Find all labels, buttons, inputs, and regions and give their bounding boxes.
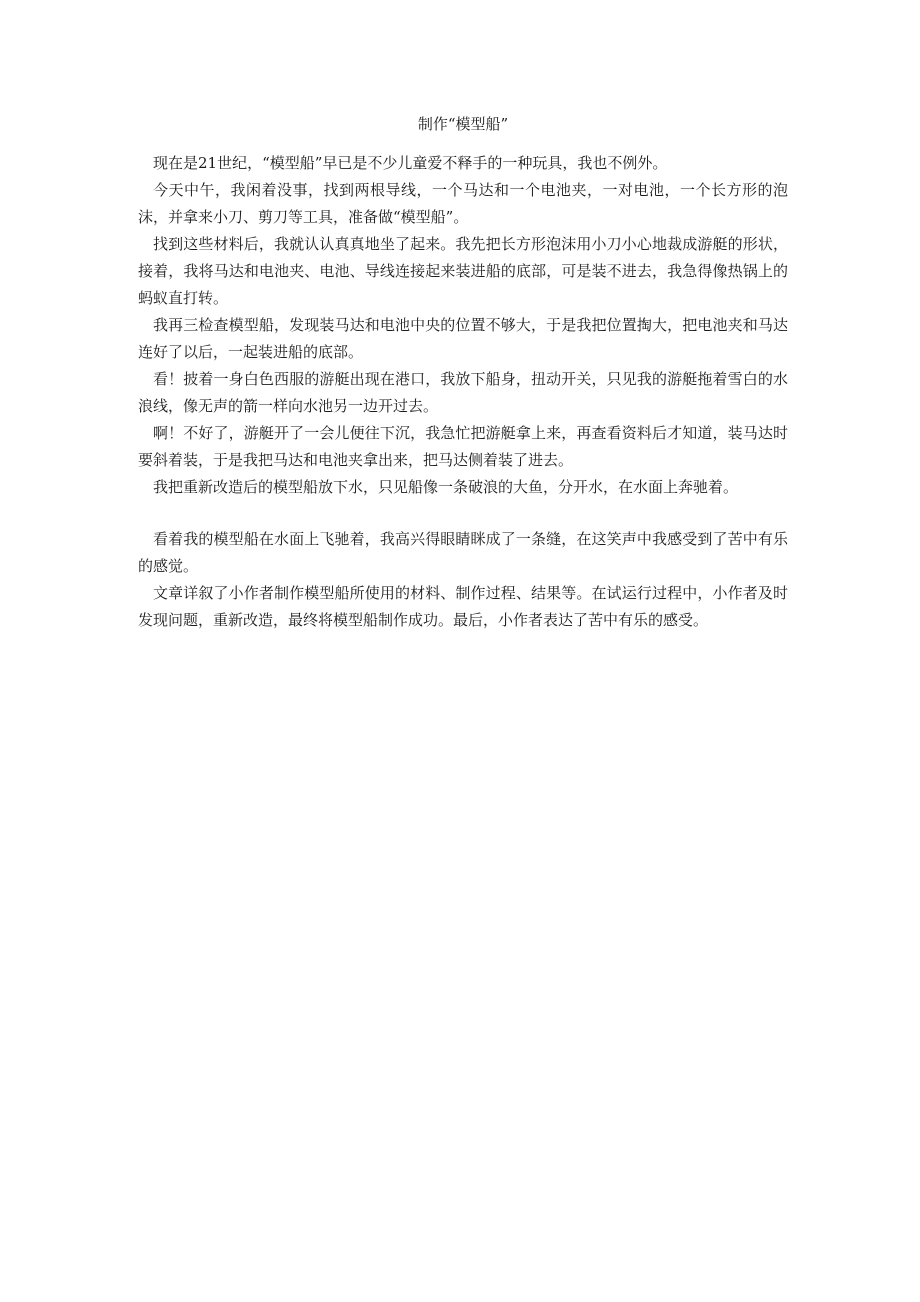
paragraph: 现在是21世纪，“模型船”早已是不少儿童爱不释手的一种玩具，我也不例外。 (153, 154, 668, 172)
paragraph: 看着我的模型船在水面上飞驰着，我高兴得眼睛眯成了一条缝，在这笑声中我感受到了苦中有乐的感觉。 (138, 530, 788, 575)
paragraph: 看！披着一身白色西服的游艇出现在港口，我放下船身，扭动开关，只见我的游艇拖着雪白的水浪线，像无声的箭一样向水池另一边开过去。 (138, 370, 788, 415)
document-page (138, 110, 788, 634)
paragraph: 我再三检查模型船，发现装马达和电池中央的位置不够大，于是我把位置掏大，把电池夹和马达连好了以后，一起装进船的底部。 (138, 316, 788, 361)
paragraph: 我把重新改造后的模型船放下水，只见船像一条破浪的大鱼，分开水，在水面上奔驰着。 (153, 478, 739, 496)
document-title: 制作“模型船” (417, 115, 509, 133)
paragraph: 啊！不好了，游艇开了一会儿便往下沉，我急忙把游艇拿上来，再查看资料后才知道，装马达时要斜着装，于是我把马达和电池夹拿出来，把马达侧着装了进去。 (138, 424, 788, 469)
paragraph-gap (138, 501, 788, 526)
paragraph: 找到这些材料后，我就认认真真地坐了起来。我先把长方形泡沫用小刀小心地裁成游艇的形状，接着，我将马达和电池夹、电池、导线连接起来装进船的底部，可是装不进去，我急得像热锅上的蚂蚁直打转。 (138, 235, 788, 307)
paragraph: 今天中午，我闲着没事，找到两根导线，一个马达和一个电池夹，一对电池，一个长方形的泡沫，并拿来小刀、剪刀等工具，准备做“模型船”。 (138, 181, 788, 226)
paragraph: 文章详叙了小作者制作模型船所使用的材料、制作过程、结果等。在试运行过程中，小作者及时发现问题，重新改造，最终将模型船制作成功。最后，小作者表达了苦中有乐的感受。 (138, 584, 788, 629)
